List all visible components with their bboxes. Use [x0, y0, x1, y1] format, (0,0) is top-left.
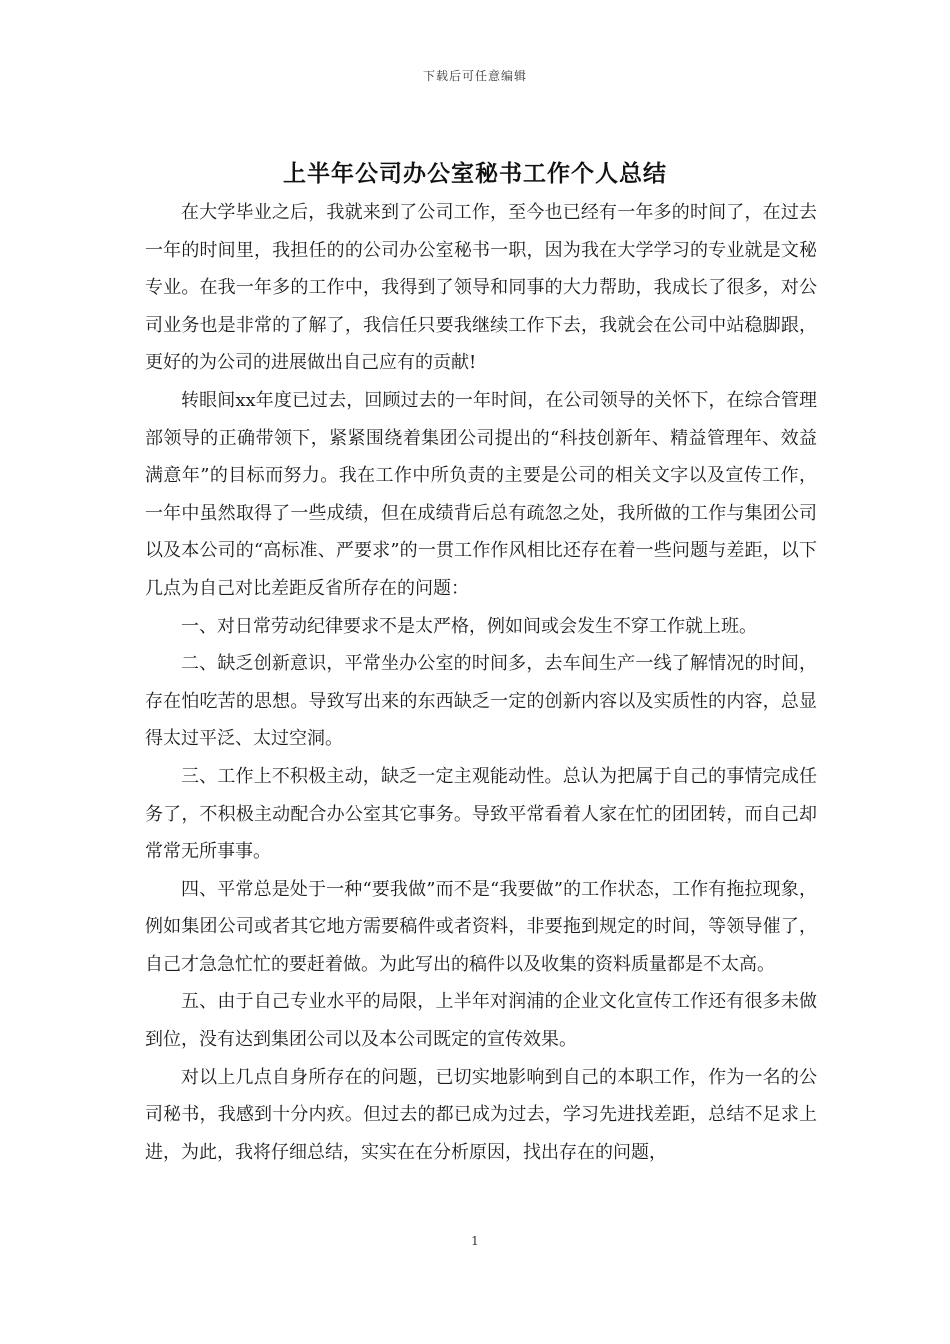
- page-number: 1: [471, 1234, 479, 1248]
- paragraph-issue-2: 二、缺乏创新意识，平常坐办公室的时间多，去车间生产一线了解情况的时间，存在怕吃苦的思想。导致写出来的东西缺乏一定的创新内容以及实质性的内容，总显得太过平泛、太过空洞。: [145, 653, 817, 750]
- document-body: [145, 194, 817, 1171]
- document-title: 上半年公司办公室秘书工作个人总结: [283, 160, 667, 187]
- paragraph-intro: 在大学毕业之后，我就来到了公司工作，至今也已经有一年多的时间了，在过去一年的时间里，我担任的的公司办公室秘书一职，因为我在大学学习的专业就是文秘专业。在我一年多的工作中，我得到了领导和同事的大力帮助，我成长了很多，对公司业务也是非常的了解了，我信任只要我继续工作下去，我就会在公司中站稳脚跟，更好的为公司的进展做出自己应有的贡献!: [145, 202, 817, 374]
- paragraph-issue-5: 五、由于自己专业水平的局限，上半年对润浦的企业文化宣传工作还有很多未做到位，没有达到集团公司以及本公司既定的宣传效果。: [145, 991, 817, 1051]
- paragraph-conclusion: 对以上几点自身所存在的问题，已切实地影响到自己的本职工作，作为一名的公司秘书，我感到十分内疚。但过去的都已成为过去，学习先进找差距，总结不足求上进，为此，我将仔细总结，实实在在分析原因，找出存在的问题，: [145, 1066, 817, 1163]
- paragraph-issue-1: 一、对日常劳动纪律要求不是太严格，例如间或会发生不穿工作就上班。: [181, 615, 757, 637]
- header-note: 下载后可任意编辑: [422, 69, 527, 83]
- paragraph-review: 转眼间xx年度已过去，回顾过去的一年时间，在公司领导的关怀下，在综合管理部领导的正确带领下，紧紧围绕着集团公司提出的“科技创新年、精益管理年、效益满意年”的目标而努力。我在工作中所负责的主要是公司的相关文字以及宣传工作，一年中虽然取得了一些成绩，但在成绩背后总有疏忽之处，我所做的工作与集团公司以及本公司的“高标准、严要求”的一贯工作作风相比还存在着一些问题与差距，以下几点为自己对比差距反省所存在的问题：: [145, 389, 817, 599]
- paragraph-issue-4: 四、平常总是处于一种“要我做”而不是“我要做”的工作状态，工作有拖拉现象，例如集团公司或者其它地方需要稿件或者资料，非要拖到规定的时间，等领导催了，自己才急急忙忙的要赶着做。为此写出的稿件以及收集的资料质量都是不太高。: [145, 878, 817, 975]
- paragraph-issue-3: 三、工作上不积极主动，缺乏一定主观能动性。总认为把属于自己的事情完成任务了，不积极主动配合办公室其它事务。导致平常看着人家在忙的团团转，而自己却常常无所事事。: [145, 765, 817, 863]
